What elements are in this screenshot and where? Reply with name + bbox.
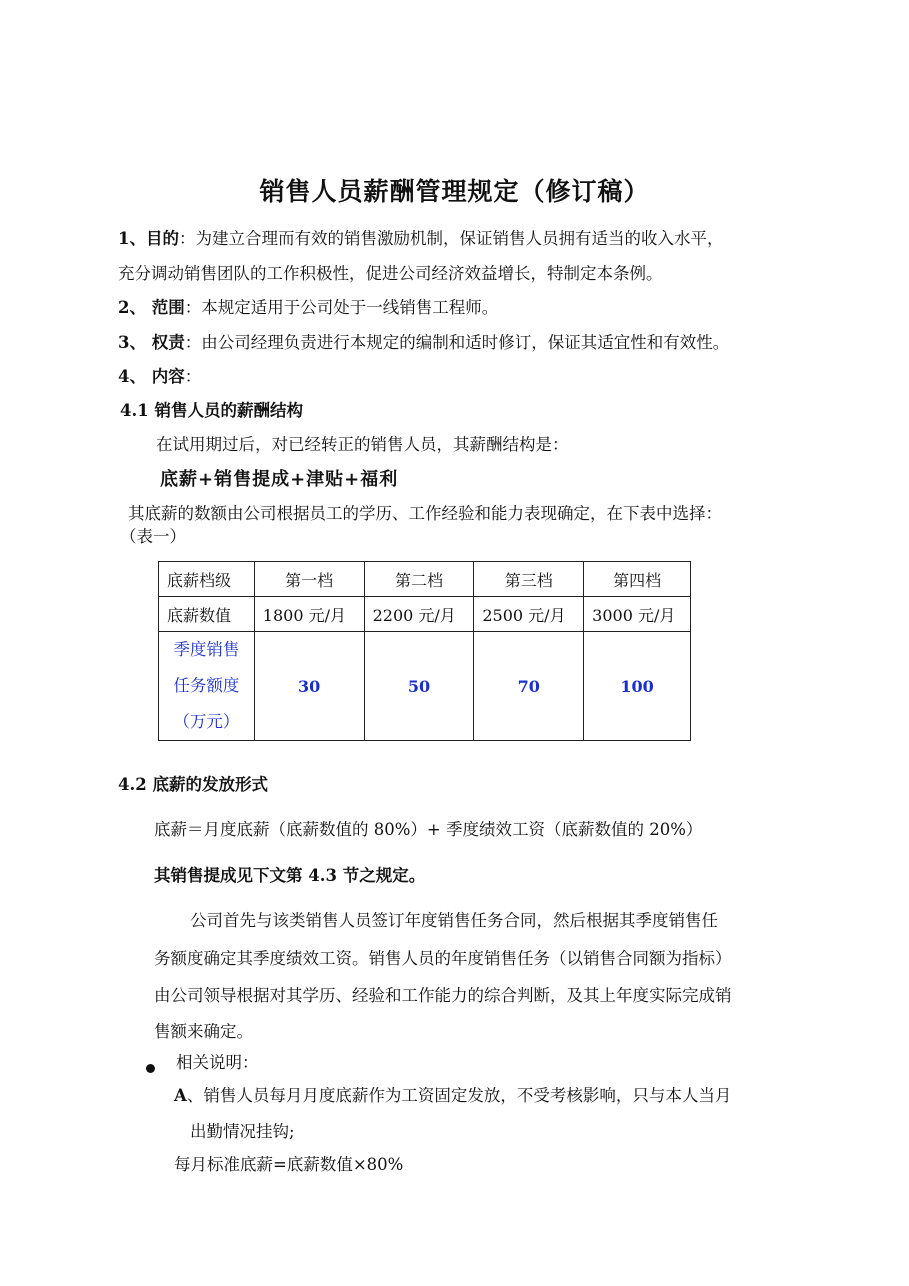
- table-header-cell: 第四档: [584, 562, 691, 597]
- paragraph-line: 公司首先与该类销售人员签订年度销售任务合同，然后根据其季度销售任: [190, 911, 718, 930]
- quota-label-line: 任务额度: [173, 676, 240, 695]
- table-quota-cell: 30: [254, 632, 364, 741]
- item-a-line-2: 出勤情况挂钩;: [190, 1122, 295, 1141]
- section-3-label: 3、 权责: [118, 333, 185, 352]
- document-title: 销售人员薪酬管理规定（修订稿）: [259, 177, 650, 206]
- table-header-row: [159, 562, 691, 597]
- section-4: [118, 367, 201, 387]
- table-cell: 1800 元/月: [254, 597, 364, 632]
- table-quota-label: [159, 632, 255, 741]
- table-header-cell: 第三档: [474, 562, 584, 597]
- paragraph-line: 由公司领导根据对其学历、经验和工作能力的综合判断，及其上年度实际完成销: [154, 986, 732, 1005]
- salary-tier-table: [158, 561, 691, 741]
- paragraph-line: 售额来确定。: [154, 1022, 253, 1041]
- paragraph-line: 务额度确定其季度绩效工资。销售人员的年度销售任务（以销售合同额为指标）: [154, 949, 732, 968]
- section-4-1-heading: 4.1 销售人员的薪酬结构: [120, 401, 303, 420]
- table-caption: （表一）: [120, 527, 186, 546]
- section-1-line-2: 充分调动销售团队的工作积极性，促进公司经济效益增长，特制定本条例。: [118, 264, 663, 283]
- item-a-line-1: [174, 1086, 731, 1106]
- bullet-icon: [146, 1058, 155, 1077]
- table-cell: 2200 元/月: [364, 597, 474, 632]
- section-4-1-intro: 在试用期过后，对已经转正的销售人员，其薪酬结构是：: [156, 435, 569, 454]
- section-1-line-1: [118, 229, 723, 249]
- section-3-text: ：由公司经理负责进行本规定的编制和适时修订，保证其适宜性和有效性。: [184, 333, 730, 352]
- table-cell: 2500 元/月: [474, 597, 584, 632]
- section-4-2-heading: 4.2 底薪的发放形式: [118, 775, 268, 794]
- table-header-cell: 第二档: [364, 562, 474, 597]
- section-1-label: 1、目的: [118, 229, 179, 248]
- salary-structure-formula: 底薪+销售提成+津贴+福利: [160, 469, 399, 490]
- section-2-text: ：本规定适用于公司处于一线销售工程师。: [184, 298, 499, 317]
- table-quota-cell: 70: [474, 632, 584, 741]
- item-a-text: 、销售人员每月月度底薪作为工资固定发放，不受考核影响，只与本人当月: [186, 1086, 732, 1105]
- table-cell: 3000 元/月: [584, 597, 691, 632]
- commission-note: 其销售提成见下文第 4.3 节之规定。: [154, 866, 426, 885]
- table-quota-cell: 50: [364, 632, 474, 741]
- section-4-label: 4、 内容: [118, 367, 185, 386]
- section-2-label: 2、 范围: [118, 298, 185, 317]
- table-row-label: 底薪数值: [159, 597, 255, 632]
- table-quota-cell: 100: [584, 632, 691, 741]
- table-quota-row: [159, 632, 691, 741]
- table-header-cell: 第一档: [254, 562, 364, 597]
- table-header-cell: 底薪档级: [159, 562, 255, 597]
- section-4-colon: ：: [184, 367, 202, 386]
- quota-label-line: 季度销售: [173, 640, 240, 659]
- table-salary-row: [159, 597, 691, 632]
- base-salary-formula: 底薪＝月度底薪（底薪数值的 80%）+ 季度绩效工资（底薪数值的 20%）: [154, 820, 703, 839]
- section-3: [118, 333, 729, 353]
- quota-label-line: （万元）: [173, 712, 240, 731]
- standard-salary-formula: 每月标准底薪=底薪数值×80%: [174, 1155, 404, 1174]
- section-1-text: ：为建立合理而有效的销售激励机制，保证销售人员拥有适当的收入水平，: [178, 229, 724, 248]
- bullet-text: 相关说明：: [176, 1053, 259, 1072]
- item-a-label: A: [174, 1086, 187, 1105]
- table-intro: 其底薪的数额由公司根据员工的学历、工作经验和能力表现确定，在下表中选择：: [128, 504, 722, 523]
- section-2: [118, 298, 498, 318]
